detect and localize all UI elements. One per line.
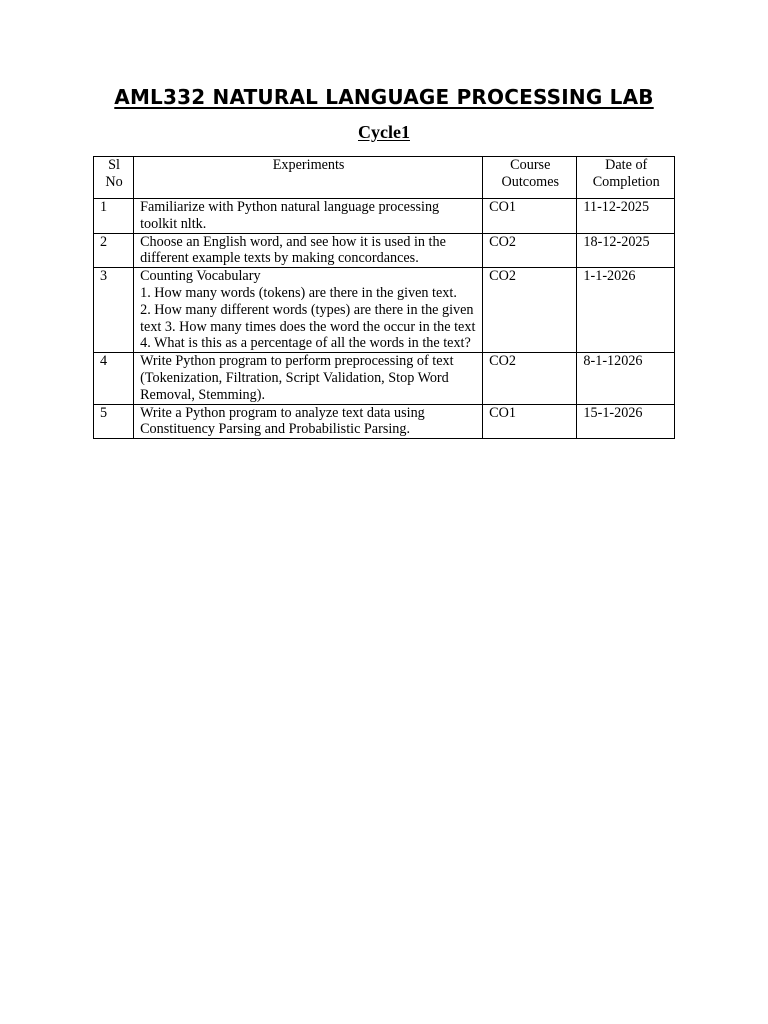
document-title: AML332 NATURAL LANGUAGE PROCESSING LAB <box>114 85 654 109</box>
cell-sl-no: 4 <box>94 353 134 404</box>
header-line: Outcomes <box>501 173 560 190</box>
experiment-text: Write a Python program to analyze text data using Constituency Parsing and Probabilistic Parsing. <box>140 404 425 438</box>
header-line: Course <box>510 157 551 173</box>
experiment-text: Choose an English word, and see how it is used in the different example texts by making concordances. <box>140 233 446 267</box>
cell-sl-no: 1 <box>94 199 134 234</box>
cell-completion-date: 18-12-2025 <box>577 233 675 268</box>
cell-sl-no: 3 <box>94 268 134 353</box>
cell-sl-no: 2 <box>94 233 134 268</box>
header-line: Completion <box>592 173 660 190</box>
cell-completion-date: 8-1-12026 <box>577 353 675 404</box>
header-line: No <box>105 173 123 190</box>
header-experiments <box>134 157 483 199</box>
cell-course-outcome: CO1 <box>483 404 577 439</box>
cell-experiment <box>134 268 483 353</box>
header-line: Sl <box>108 157 120 173</box>
experiment-text: 1. How many words (tokens) are there in the given text. <box>140 284 457 301</box>
cell-completion-date: 11-12-2025 <box>577 199 675 234</box>
experiments-table <box>93 156 675 439</box>
header-line: Experiments <box>272 157 345 173</box>
header-course-outcomes <box>483 157 577 199</box>
cell-experiment <box>134 404 483 439</box>
cell-course-outcome: CO1 <box>483 199 577 234</box>
table-row <box>94 199 675 234</box>
experiment-text: Write Python program to perform preprocessing of text (Tokenization, Filtration, Script Validation, Stop Word Removal, Stemming). <box>140 353 454 403</box>
cell-experiment <box>134 233 483 268</box>
cell-sl-no: 5 <box>94 404 134 439</box>
cell-experiment <box>134 353 483 404</box>
cell-course-outcome: CO2 <box>483 233 577 268</box>
table-row <box>94 404 675 439</box>
cell-experiment <box>134 199 483 234</box>
cell-course-outcome: CO2 <box>483 353 577 404</box>
cell-course-outcome: CO2 <box>483 268 577 353</box>
document-subtitle: Cycle1 <box>358 122 410 142</box>
table-row <box>94 353 675 404</box>
table-row <box>94 233 675 268</box>
cell-completion-date: 15-1-2026 <box>577 404 675 439</box>
experiment-text: Counting Vocabulary <box>140 268 261 285</box>
header-line: Date of <box>605 157 648 173</box>
experiment-text: 2. How many different words (types) are there in the given text 3. How many times does the word the occur in the text <box>140 301 476 335</box>
experiment-text: Familiarize with Python natural language processing toolkit nltk. <box>140 199 440 232</box>
experiment-text: 4. What is this as a percentage of all the words in the text? <box>140 335 471 352</box>
cell-completion-date: 1-1-2026 <box>577 268 675 353</box>
table-header-row <box>94 157 675 199</box>
header-date-of-completion <box>577 157 675 199</box>
table-row <box>94 268 675 353</box>
header-sl-no <box>94 157 134 199</box>
